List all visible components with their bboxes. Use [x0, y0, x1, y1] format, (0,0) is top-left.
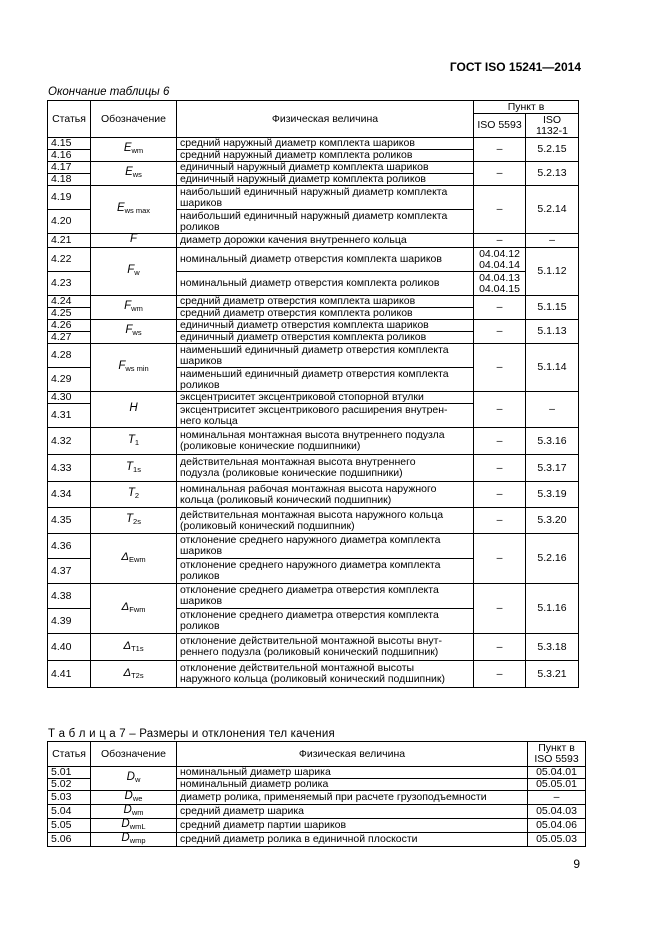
iso5593-ref: –	[474, 392, 526, 428]
article-number: 4.15	[48, 138, 91, 150]
iso5593-ref: 04.04.13 04.04.15	[474, 272, 526, 296]
iso5593-ref: –	[474, 162, 526, 186]
article-number: 4.19	[48, 186, 91, 210]
table-row	[48, 634, 579, 661]
symbol-letter: Δ	[121, 551, 130, 563]
symbol-cell	[91, 767, 177, 791]
article-number: 4.20	[48, 210, 91, 234]
symbol-letter: E	[116, 202, 125, 214]
quantity-text: средний диаметр ролика в единичной плоскости	[177, 833, 528, 847]
quantity-text: единичный наружный диаметр комплекта шариков	[177, 162, 474, 174]
article-number: 4.41	[48, 661, 91, 688]
symbol-letter: F	[127, 264, 135, 276]
iso1132-ref: 5.3.18	[526, 634, 579, 661]
table-row	[48, 661, 579, 688]
article-number: 4.34	[48, 482, 91, 508]
iso5593-ref: 05.04.06	[528, 819, 586, 833]
table-row	[48, 791, 586, 805]
iso1132-ref: 5.2.16	[526, 534, 579, 584]
symbol-subscript: w	[134, 775, 141, 784]
symbol-subscript: ws	[132, 170, 142, 179]
symbol-letter: D	[121, 818, 130, 830]
quantity-text: единичный наружный диаметр комплекта роликов	[177, 174, 474, 186]
symbol-subscript: we	[132, 794, 143, 803]
symbol-letter: H	[129, 402, 138, 414]
article-number: 4.29	[48, 368, 91, 392]
symbol-cell	[91, 138, 177, 162]
table7-body	[48, 767, 586, 847]
symbol-subscript: Ewm	[129, 555, 146, 564]
col-header-article: Статья	[48, 742, 91, 767]
article-number: 5.03	[48, 791, 91, 805]
table-row	[48, 833, 586, 847]
quantity-text: отклонение среднего диаметра отверстия комплекта шариков	[177, 584, 474, 609]
iso5593-ref: 05.04.01	[528, 767, 586, 779]
iso1132-ref: 5.3.21	[526, 661, 579, 688]
symbol-letter: T	[127, 487, 135, 499]
symbol-letter: E	[125, 166, 133, 178]
iso1132-ref: 5.3.17	[526, 455, 579, 482]
iso5593-ref: –	[474, 344, 526, 392]
iso5593-ref: –	[474, 138, 526, 162]
table-row	[48, 482, 579, 508]
quantity-text: диаметр ролика, применяемый при расчете грузоподъемности	[177, 791, 528, 805]
symbol-subscript: 2s	[133, 517, 141, 526]
symbol-letter: Δ	[123, 639, 132, 652]
symbol-subscript: T2s	[131, 670, 144, 680]
article-number: 4.27	[48, 332, 91, 344]
symbol-cell	[91, 162, 177, 186]
quantity-text: номинальный диаметр ролика	[177, 779, 528, 791]
iso5593-ref: –	[474, 296, 526, 320]
article-number: 4.17	[48, 162, 91, 174]
quantity-text: номинальный диаметр отверстия комплекта шариков	[177, 248, 474, 272]
quantity-text: номинальная монтажная высота внутреннего подузла (роликовые конические подшипники)	[177, 428, 474, 455]
iso5593-ref: –	[474, 186, 526, 234]
symbol-cell	[91, 634, 177, 661]
iso5593-ref: –	[474, 320, 526, 344]
quantity-text: отклонение среднего наружного диаметра комплекта шариков	[177, 534, 474, 559]
iso1132-ref: 5.1.12	[526, 248, 579, 296]
symbol-cell	[91, 428, 177, 455]
symbol-cell	[91, 819, 177, 833]
symbol-letter: F	[129, 233, 138, 245]
quantity-text: наибольший единичный наружный диаметр комплекта роликов	[177, 210, 474, 234]
table-7	[47, 741, 586, 847]
symbol-subscript: 1	[134, 437, 140, 447]
quantity-text: наименьший единичный диаметр отверстия комплекта роликов	[177, 368, 474, 392]
symbol-cell	[91, 805, 177, 819]
quantity-text: действительная монтажная высота внутреннего подузла (роликовые конические подшипники)	[177, 455, 474, 482]
table-row	[48, 584, 579, 609]
article-number: 4.24	[48, 296, 91, 308]
symbol-letter: D	[124, 790, 133, 802]
article-number: 4.33	[48, 455, 91, 482]
quantity-text: единичный диаметр отверстия комплекта шариков	[177, 320, 474, 332]
symbol-letter: D	[121, 832, 130, 844]
quantity-text: эксцентриситет эксцентрикового расширения внутрен- него кольца	[177, 404, 474, 428]
col-header-iso5593: ISO 5593	[474, 114, 526, 138]
iso1132-ref: 5.3.19	[526, 482, 579, 508]
table7-caption: Т а б л и ц а 7 – Размеры и отклонения тел качения	[48, 728, 335, 740]
table-row	[48, 392, 579, 404]
col-header-iso1132: ISO 1132-1	[526, 114, 579, 138]
quantity-text: номинальный диаметр отверстия комплекта роликов	[177, 272, 474, 296]
symbol-letter: T	[127, 433, 135, 446]
article-number: 4.26	[48, 320, 91, 332]
symbol-letter: E	[123, 142, 132, 154]
article-number: 5.01	[48, 767, 91, 779]
symbol-subscript: w	[134, 268, 140, 277]
quantity-text: действительная монтажная высота наружного кольца (роликовый конический подшипник)	[177, 508, 474, 534]
article-number: 4.40	[48, 634, 91, 661]
quantity-text: номинальная рабочая монтажная высота наружного кольца (роликовый конический подшипник)	[177, 482, 474, 508]
article-number: 4.21	[48, 234, 91, 248]
symbol-letter: T	[126, 513, 134, 525]
page-number: 9	[573, 857, 580, 871]
symbol-subscript: wmL	[129, 822, 146, 831]
table-row	[48, 428, 579, 455]
article-number: 4.32	[48, 428, 91, 455]
quantity-text: средний диаметр отверстия комплекта шариков	[177, 296, 474, 308]
article-number: 4.18	[48, 174, 91, 186]
iso5593-ref: 04.04.12 04.04.14	[474, 248, 526, 272]
symbol-subscript: Fwm	[129, 605, 146, 614]
col-header-quantity: Физическая величина	[177, 742, 528, 767]
table-row	[48, 186, 579, 210]
symbol-subscript: ws	[132, 328, 142, 337]
table-row	[48, 344, 579, 368]
quantity-text: отклонение действительной монтажной высоты наружного кольца (роликовый конический подшипник)	[177, 661, 474, 688]
col-header-article: Статья	[48, 101, 91, 138]
table-row	[48, 296, 579, 308]
quantity-text: отклонение среднего наружного диаметра комплекта роликов	[177, 559, 474, 584]
symbol-letter: Δ	[123, 666, 132, 679]
article-number: 5.02	[48, 779, 91, 791]
quantity-text: средний диаметр шарика	[177, 805, 528, 819]
article-number: 4.35	[48, 508, 91, 534]
article-number: 4.31	[48, 404, 91, 428]
col-header-symbol: Обозначение	[91, 742, 177, 767]
article-number: 4.23	[48, 272, 91, 296]
table-row	[48, 805, 586, 819]
article-number: 4.36	[48, 534, 91, 559]
iso1132-ref: –	[526, 392, 579, 428]
symbol-cell	[91, 344, 177, 392]
col-header-symbol: Обозначение	[91, 101, 177, 138]
quantity-text: единичный диаметр отверстия комплекта роликов	[177, 332, 474, 344]
quantity-text: эксцентриситет эксцентриковой стопорной втулки	[177, 392, 474, 404]
iso5593-ref: –	[474, 508, 526, 534]
article-number: 5.05	[48, 819, 91, 833]
article-number: 4.37	[48, 559, 91, 584]
table6-body	[48, 138, 579, 688]
symbol-subscript: 1s	[133, 464, 141, 474]
article-number: 4.25	[48, 308, 91, 320]
table-row	[48, 320, 579, 332]
symbol-cell	[91, 534, 177, 584]
quantity-text: средний наружный диаметр комплекта роликов	[177, 150, 474, 162]
symbol-cell	[91, 455, 177, 482]
symbol-subscript: wm	[131, 304, 143, 313]
table-6	[47, 100, 579, 688]
symbol-cell	[91, 248, 177, 296]
symbol-subscript: ws max	[124, 206, 151, 215]
symbol-cell	[91, 833, 177, 847]
standard-header: ГОСТ ISO 15241—2014	[449, 60, 581, 74]
table-row	[48, 234, 579, 248]
symbol-letter: F	[118, 360, 126, 372]
symbol-letter: D	[126, 771, 135, 783]
iso1132-ref: 5.1.15	[526, 296, 579, 320]
symbol-cell	[91, 234, 177, 248]
iso5593-ref: –	[474, 428, 526, 455]
symbol-letter: D	[123, 804, 132, 816]
symbol-cell	[91, 186, 177, 234]
symbol-subscript: wm	[131, 808, 144, 817]
symbol-letter: Δ	[121, 601, 130, 613]
table6-caption: Окончание таблицы 6	[48, 86, 170, 98]
quantity-text: отклонение действительной монтажной высоты внут- реннего подузла (роликовый конический подшипник)	[177, 634, 474, 661]
iso1132-ref: 5.2.13	[526, 162, 579, 186]
symbol-letter: T	[126, 460, 134, 473]
quantity-text: наименьший единичный диаметр отверстия комплекта шариков	[177, 344, 474, 368]
article-number: 4.39	[48, 609, 91, 634]
iso5593-ref: –	[474, 234, 526, 248]
symbol-cell	[91, 508, 177, 534]
symbol-subscript: wmp	[129, 836, 146, 845]
article-number: 4.22	[48, 248, 91, 272]
table-row	[48, 767, 586, 779]
symbol-letter: F	[125, 324, 133, 336]
table-row	[48, 819, 586, 833]
iso5593-ref: 05.05.03	[528, 833, 586, 847]
iso1132-ref: 5.1.14	[526, 344, 579, 392]
quantity-text: средний диаметр партии шариков	[177, 819, 528, 833]
iso1132-ref: 5.1.16	[526, 584, 579, 634]
table-row	[48, 138, 579, 150]
symbol-cell	[91, 482, 177, 508]
iso5593-ref: –	[474, 634, 526, 661]
col-header-clause: Пункт в	[474, 101, 579, 114]
iso5593-ref: 05.04.03	[528, 805, 586, 819]
col-header-quantity: Физическая величина	[177, 101, 474, 138]
iso1132-ref: 5.3.20	[526, 508, 579, 534]
quantity-text: отклонение среднего диаметра отверстия комплекта роликов	[177, 609, 474, 634]
table-row	[48, 162, 579, 174]
article-number: 4.16	[48, 150, 91, 162]
iso5593-ref: –	[474, 482, 526, 508]
iso5593-ref: 05.05.01	[528, 779, 586, 791]
article-number: 5.04	[48, 805, 91, 819]
article-number: 4.28	[48, 344, 91, 368]
table-row	[48, 455, 579, 482]
table-row	[48, 508, 579, 534]
symbol-subscript: T1s	[131, 643, 144, 653]
symbol-cell	[91, 584, 177, 634]
table-row	[48, 248, 579, 272]
article-number: 4.30	[48, 392, 91, 404]
symbol-cell	[91, 791, 177, 805]
symbol-cell	[91, 661, 177, 688]
iso1132-ref: 5.2.15	[526, 138, 579, 162]
iso1132-ref: 5.3.16	[526, 428, 579, 455]
quantity-text: средний наружный диаметр комплекта шариков	[177, 138, 474, 150]
article-number: 4.38	[48, 584, 91, 609]
symbol-cell	[91, 296, 177, 320]
iso5593-ref: –	[474, 661, 526, 688]
iso5593-ref: –	[474, 584, 526, 634]
symbol-subscript: 2	[134, 491, 140, 500]
quantity-text: номинальный диаметр шарика	[177, 767, 528, 779]
quantity-text: диаметр дорожки качения внутреннего кольца	[177, 234, 474, 248]
iso1132-ref: 5.1.13	[526, 320, 579, 344]
symbol-cell	[91, 392, 177, 428]
iso5593-ref: –	[474, 455, 526, 482]
article-number: 5.06	[48, 833, 91, 847]
iso1132-ref: –	[526, 234, 579, 248]
symbol-subscript: wm	[131, 146, 144, 155]
quantity-text: средний диаметр отверстия комплекта роликов	[177, 308, 474, 320]
col-header-clause: Пункт в ISO 5593	[528, 742, 586, 767]
quantity-text: наибольший единичный наружный диаметр комплекта шариков	[177, 186, 474, 210]
iso5593-ref: –	[474, 534, 526, 584]
iso5593-ref: –	[528, 791, 586, 805]
table-row	[48, 534, 579, 559]
symbol-letter: F	[124, 300, 132, 312]
iso1132-ref: 5.2.14	[526, 186, 579, 234]
symbol-subscript: ws min	[125, 364, 149, 373]
symbol-cell	[91, 320, 177, 344]
